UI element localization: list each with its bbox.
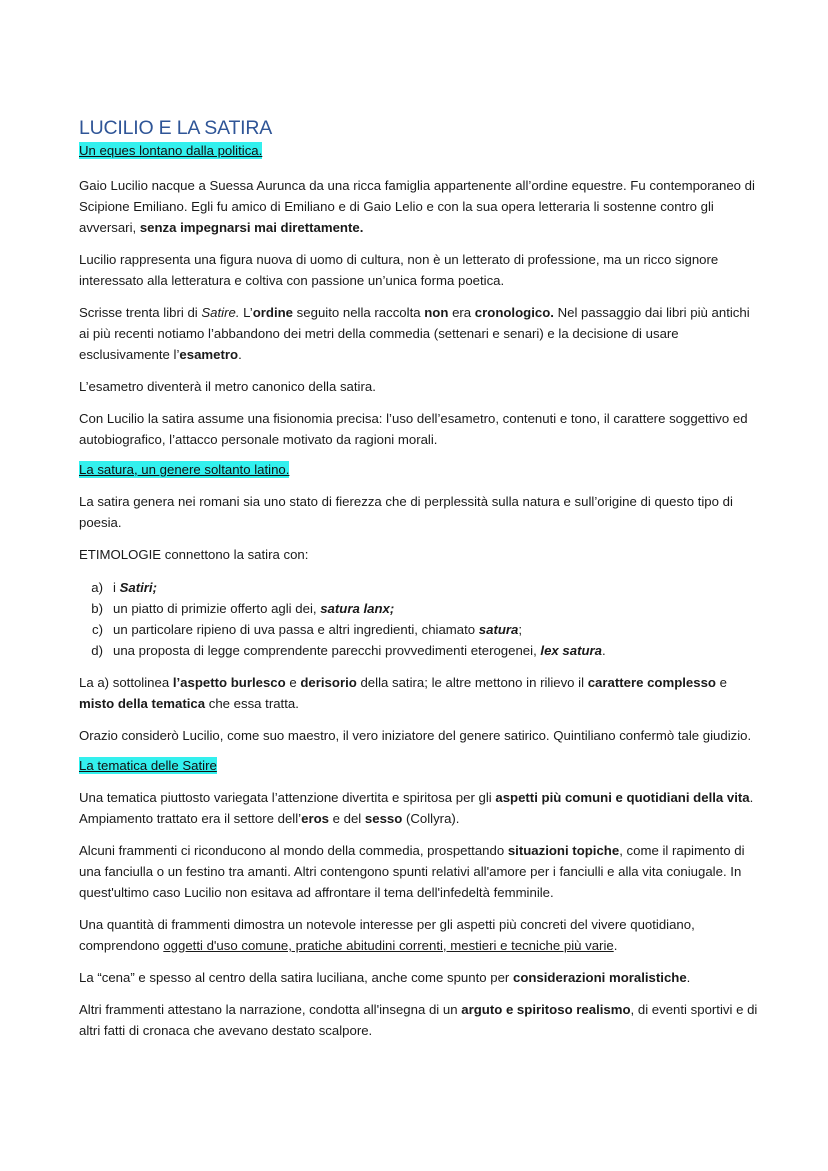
list-item-text	[113, 577, 157, 598]
bold-text: situazioni topiche	[507, 843, 620, 858]
document-content	[79, 114, 759, 1041]
bold-text: sesso	[364, 811, 403, 826]
paragraph: L’esametro diventerà il metro canonico della satira.	[79, 379, 376, 394]
bold-italic-text: lex satura	[540, 643, 602, 658]
underlined-text: oggetti d'uso comune, pratiche abitudini correnti, mestieri e tecniche più varie	[163, 938, 614, 953]
text: e del	[328, 811, 365, 826]
list-marker: a)	[91, 580, 103, 595]
paragraph: La satira genera nei romani sia uno stato di fierezza che di perplessità sulla natura e sull’origine di questo tipo di poesia.	[79, 494, 733, 530]
text: , come il rapimento di una fanciulla o un festino tra amanti. Altri contengono spunti relativi all'amore per i fanciulli e alla vita coniugale. In quest'ultimo caso Lucilio non esitava ad affrontare il tema dell'infedeltà femminile.	[79, 843, 745, 900]
text: Una quantità di frammenti dimostra un notevole interesse per gli aspetti più concreti del vivere quotidiano, comprendono	[79, 917, 695, 953]
bold-text: arguto e spiritoso realismo	[461, 1002, 631, 1017]
bold-text: misto della tematica	[79, 696, 206, 711]
section-heading	[79, 757, 759, 775]
etymology-list	[79, 577, 759, 661]
bold-text: cronologico.	[474, 305, 554, 320]
text: Gaio Lucilio nacque a Suessa Aurunca da una ricca famiglia appartenente all’ordine equestre. Fu contemporaneo di Scipione Emiliano. Egli fu amico di Emiliano e di Gaio Lelio e con la sua opera letteraria li sostenne contro gli avversari,	[79, 178, 755, 235]
section-heading-text: La tematica delle Satire	[79, 758, 217, 773]
text: , di eventi sportivi e di altri fatti di cronaca che avevano destato scalpore.	[79, 1002, 758, 1038]
text: un piatto di primizie offerto agli dei,	[113, 601, 321, 616]
paragraph: Lucilio rappresenta una figura nuova di uomo di cultura, non è un letterato di professione, ma un ricco signore interessato alla letteratura e coltiva con passione un’unica forma poetica.	[79, 252, 719, 288]
text: .	[238, 347, 242, 362]
list-marker: c)	[92, 622, 103, 637]
bold-italic-text: satura lanx;	[320, 601, 395, 616]
paragraph	[79, 302, 759, 365]
paragraph: Con Lucilio la satira assume una fisionomia precisa: l’uso dell’esametro, contenuti e tono, il carattere soggettivo ed autobiografico, l’attacco personale motivato da ragioni morali.	[79, 411, 748, 447]
bold-text: senza impegnarsi mai direttamente.	[139, 220, 364, 235]
page-title: LUCILIO E LA SATIRA	[79, 117, 273, 139]
list-item	[79, 598, 759, 619]
paragraph	[79, 914, 759, 956]
text: Una tematica piuttosto variegata l’attenzione divertita e spiritosa per gli	[79, 790, 496, 805]
bold-text: derisorio	[300, 675, 357, 690]
text: .	[613, 938, 618, 953]
bold-text: eros	[301, 811, 329, 826]
bold-text: carattere complesso	[587, 675, 716, 690]
text: i	[113, 580, 120, 595]
section-heading-text: Un eques lontano dalla politica.	[79, 143, 263, 158]
section-heading-text: La satura, un genere soltanto latino.	[79, 462, 290, 477]
text: una proposta di legge comprendente parecchi provvedimenti eterogenei,	[113, 643, 541, 658]
text: Scrisse trenta libri di	[79, 305, 202, 320]
text: . Ampiamento trattato era il settore dell’	[79, 790, 754, 826]
list-marker: b)	[91, 601, 103, 616]
text: della satira; le altre mettono in rilievo il	[356, 675, 588, 690]
list-item	[79, 640, 759, 661]
bold-italic-text: Satiri;	[119, 580, 157, 595]
text: Altri frammenti attestano la narrazione, condotta all'insegna di un	[79, 1002, 462, 1017]
text: .	[602, 643, 606, 658]
list-marker: d)	[91, 643, 103, 658]
text: un particolare ripieno di uva passa e altri ingredienti, chiamato	[113, 622, 479, 637]
paragraph	[79, 175, 759, 238]
text: L’	[239, 305, 253, 320]
list-item-text	[113, 640, 606, 661]
bold-text: esametro	[179, 347, 239, 362]
section-heading	[79, 142, 759, 160]
text: Nel passaggio dai libri più antichi ai più recenti notiamo l’abbandono dei metri della commedia (settenari e senari) e la decisione di usare esclusivamente l’	[79, 305, 750, 362]
text: .	[686, 970, 691, 985]
text: che essa tratta.	[205, 696, 299, 711]
paragraph	[79, 967, 759, 988]
text: La “cena” e spesso al centro della satira luciliana, anche come spunto per	[79, 970, 513, 985]
text: La a) sottolinea	[79, 675, 173, 690]
italic-text: Satire.	[201, 305, 240, 320]
text: era	[448, 305, 475, 320]
bold-text: l’aspetto burlesco	[172, 675, 286, 690]
text: (Collyra).	[402, 811, 460, 826]
text: e	[285, 675, 301, 690]
paragraph	[79, 787, 759, 829]
text: ;	[518, 622, 523, 637]
list-item-text	[113, 619, 522, 640]
section-heading	[79, 461, 759, 479]
bold-text: aspetti più comuni e quotidiani della vita	[495, 790, 750, 805]
text: Alcuni frammenti ci riconducono al mondo della commedia, prospettando	[79, 843, 508, 858]
bold-text: ordine	[252, 305, 294, 320]
paragraph: Orazio considerò Lucilio, come suo maestro, il vero iniziatore del genere satirico. Quintiliano confermò tale giudizio.	[79, 728, 752, 743]
paragraph: ETIMOLOGIE connettono la satira con:	[79, 547, 309, 562]
list-item	[79, 619, 759, 640]
paragraph	[79, 840, 759, 903]
paragraph	[79, 999, 759, 1041]
paragraph	[79, 672, 759, 714]
bold-text: non	[424, 305, 449, 320]
bold-italic-text: satura	[478, 622, 519, 637]
text: e	[715, 675, 727, 690]
text: seguito nella raccolta	[293, 305, 425, 320]
list-item-text	[113, 598, 394, 619]
bold-text: considerazioni moralistiche	[512, 970, 687, 985]
list-item	[79, 577, 759, 598]
